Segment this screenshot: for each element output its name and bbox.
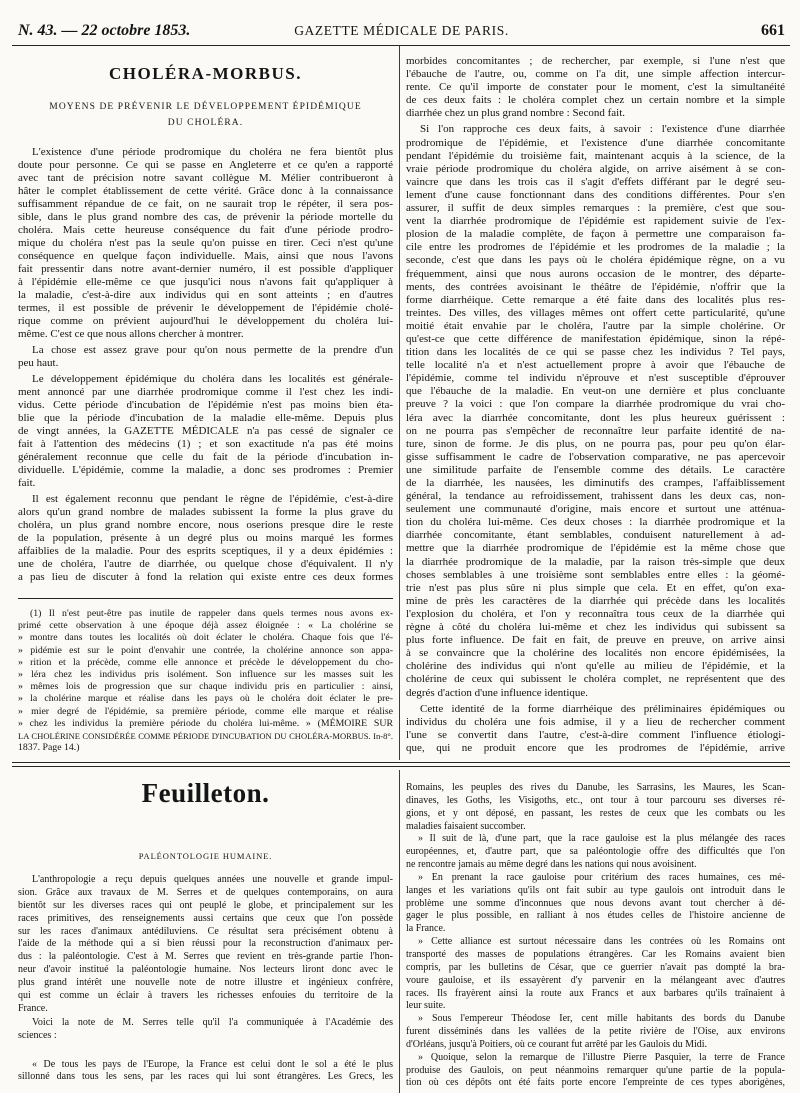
- text-line: Romains, les peuples des rives du Danube, les Sarrasins, les Maures, les Scan-: [406, 782, 785, 793]
- text-line: (1) Il n'est peut-être pas inutile de rappeler dans quels termes nous avons ex-: [30, 608, 393, 619]
- text-line: voure gauloise, et ils essayèrent d'y parvenir en la mélangeant avec d'autres: [406, 974, 785, 986]
- feuilleton-paragraph: [406, 1052, 785, 1091]
- text-line: France.: [18, 1002, 48, 1014]
- feuilleton-paragraph: [406, 782, 785, 833]
- text-line: 1837. Page 14.): [18, 742, 80, 754]
- text-line: Il est également reconnu que pendant le règne de l'épidémie, c'est-à-dire: [32, 493, 393, 505]
- column-divider: [399, 46, 400, 760]
- text-line: rente. Ce qu'il importe de constater pour le moment, c'est la simultanéité: [406, 81, 785, 94]
- feuilleton-paragraph: [406, 872, 785, 936]
- article-subtitle-line: MOYENS DE PRÉVENIR LE DÉVELOPPEMENT ÉPIDÉMIQUE: [49, 102, 362, 112]
- text-line: cile entre les prodromes de l'épidémie et les prodromes de la maladie ; la: [406, 241, 785, 254]
- text-line: sion. Grâce aux travaux de M. Serres et de quelques contemporains, on aura: [18, 886, 393, 898]
- article-paragraph: [406, 703, 785, 755]
- text-line: qui est comme un éclair à travers les richesses enfouies du territoire de la: [18, 990, 393, 1002]
- text-line: que l'ébauche de la maladie. En veut-on une dernière et plus concluante: [406, 385, 785, 398]
- text-line: suffisamment répandue de ce fait, on ne saurait trop le répéter, il sera pos-: [18, 198, 393, 210]
- text-line: forme diarrhéique. Cette remarque a été faite dans des localités plus res-: [406, 293, 785, 306]
- text-line: plus forte influence. De fait en fait, de preuve en preuve, on arrive ainsi: [406, 634, 785, 647]
- text-line: » mêmes lois de progression que sur chaque individu pris en particulier : ainsi,: [18, 681, 393, 693]
- footnote-paragraph: [18, 608, 393, 754]
- text-line: prodromique de l'épidémie, et l'existence d'une diarrhée concomitante: [406, 136, 785, 149]
- text-line: choses semblables à une troisième sont semblables entre elles : la géomé-: [406, 568, 785, 581]
- text-line: d'Orléans, jusqu'à Poitiers, où ce courant fut arrêté par les Gaulois du Midi.: [406, 1038, 708, 1050]
- feuilleton-column-left: [18, 874, 393, 1084]
- text-line: affaiblies de la maladie. Pour des esprits sceptiques, il y a deux épidémies :: [18, 545, 393, 557]
- text-line: fait à l'attention des médecins (1) ; et son exactitude n'a pas été moins: [18, 438, 393, 450]
- text-line: général, la tendance au refroidissement, trahissent dans les deux cas, non-: [406, 490, 785, 503]
- text-line: » montre dans toutes les localités où doit éclater le choléra. Chaque fois que l'é-: [18, 632, 393, 644]
- text-line: une similitude parfaite de l'ensemble comme des détails. Le caractère: [406, 463, 785, 476]
- article-paragraph: [406, 123, 785, 699]
- text-line: ture, sinon de forme. Je dis plus, on ne pourra pas, pour peu qu'on élar-: [406, 437, 785, 450]
- text-line: la maladie, c'est-à-dire aux individus qui en sont atteints ; en d'autres: [18, 289, 393, 301]
- text-line: a pas lieu de discuter à fond la relation qui existe entre ces deux formes: [18, 571, 393, 583]
- text-line: sciences :: [18, 1029, 57, 1041]
- text-line: produise des Gaulois, on peut néanmoins remarquer qu'une partie de la popula-: [406, 1064, 785, 1076]
- article-column-right: [406, 55, 785, 755]
- text-line: problème une somme d'inconnues que nous devons avant tout chercher à dé-: [406, 897, 785, 909]
- text-line: L'existence d'une période prodromique du choléra ne fera bientôt plus: [32, 146, 393, 158]
- text-line: fait pressentir dans notre avant-dernier numéro, il est possible d'appliquer: [18, 263, 393, 275]
- text-line: lement d'une cause fonctionnant dans des conditions différentes. Pour s'en: [406, 188, 785, 201]
- text-line: diarrhée concomitante, étant semblables, conduisent naturellement à ad-: [406, 529, 785, 542]
- text-line: tition dans les localités de ce qui se passe chez les individus ? Tel pays,: [406, 346, 785, 359]
- feuilleton-paragraph: [406, 1013, 785, 1052]
- text-line: sur les races d'animaux antédiluviens. Ce résultat sera précisément obtenu à: [18, 925, 393, 937]
- text-line: » rition et la précède, comme elle annonce et précède le développement du cho-: [18, 656, 393, 668]
- text-line: seconde, c'est que dans les pays où le choléra épidémique règne, on a vu: [406, 254, 785, 267]
- text-line: plosion de la maladie complète, de façon à permettre une comparaison fa-: [406, 228, 785, 241]
- text-line: vaincre que dans les trois cas il s'agit d'effets différant par le degré seu-: [406, 175, 785, 188]
- text-line: neur d'avoir institué la paléontologie humaine. Nos lecteurs liront donc avec le: [18, 964, 393, 976]
- footnote-rule: [18, 598, 393, 599]
- text-line: règne à côté du choléra lui-même et chez les individus qui subissent sa: [406, 621, 785, 634]
- text-line: l'épidémie, comme tel individu n'éprouve et n'est susceptible d'éprouver: [406, 372, 785, 385]
- text-line: une de choléra, l'autre de diarrhée, ou quelque chose d'équivalent. Il n'y: [18, 558, 393, 570]
- text-line: ment annoncé par une diarrhée prodromique comme il l'est chez les indi-: [18, 386, 393, 398]
- text-line: de vingt années, la GAZETTE MÉDICALE n'a pas cessé de signaler ce: [18, 425, 393, 437]
- column-divider: [399, 770, 400, 1093]
- text-line: la diarrhée prodromique de la maladie, par la raison très-simple que deux: [406, 555, 785, 568]
- text-line: choléra, un plus grand nombre encore, nous oserions presque dire le reste: [18, 519, 393, 531]
- text-line: léra avec la diarrhée concomitante, dont les plus heureux guérissent :: [406, 411, 785, 424]
- text-line: mique du choléra n'est pas la seule qu'on puisse en tirer. Ceci n'est qu'une: [18, 237, 393, 249]
- text-line: morbides concomitantes ; de rechercher, par exemple, si l'une n'est que: [406, 55, 785, 67]
- text-line: LA CHOLÉRINE CONSIDÉRÉE COMME PÉRIODE D'INCUBATION DU CHOLÉRA-MORBUS. In-8°.: [18, 730, 393, 741]
- text-line: races. Ils frayèrent ainsi la route aux Francs et aux barbares qu'ils traînaient à: [406, 987, 785, 999]
- text-line: rique comme on prévient aujourd'hui le développement du choléra lui-: [18, 315, 393, 327]
- text-line: La chose est assez grave pour qu'on nous permette de la prendre d'un: [32, 344, 393, 356]
- feuilleton-paragraph: [18, 1059, 393, 1085]
- text-line: tion du choléra lui-même. Ces deux choses : la diarrhée prodromique et la: [406, 516, 785, 529]
- feuilleton-paragraph: [406, 833, 785, 872]
- section-double-rule: [12, 762, 790, 763]
- text-line: fait.: [18, 477, 36, 489]
- text-line: que, qui ne produit encore que les prodromes de l'épidémie, arrive: [406, 741, 785, 754]
- text-line: seulement une communauté d'origine, mais encore et surtout une atténua-: [406, 503, 785, 516]
- section-double-rule: [12, 766, 790, 767]
- text-line: ne rencontre jamais au même degré dans les nations qui nous avoisinent.: [406, 859, 697, 871]
- text-line: on ne pourra pas s'empêcher de reconnaître leur parfaite identité de na-: [406, 424, 785, 437]
- text-line: » la cholérine marque et réalise dans les pays où le choléra doit éclater le pre-: [18, 693, 393, 705]
- text-line: Si l'on rapproche ces deux faits, à savoir : l'existence d'une diarrhée: [420, 123, 785, 136]
- text-line: l'une se convertit dans l'autre, c'est-à-dire comment l'influence étiologi-: [406, 728, 785, 741]
- text-line: cholérine des individus qui n'ont qu'elle au milieu de l'épidémie, et la: [406, 660, 785, 673]
- text-line: choléra. Mais cette heureuse conséquence du fait d'une période prodro-: [18, 224, 393, 236]
- text-line: treintes. Des villes, des villages mêmes ont offert cette particularité, qu'une: [406, 306, 785, 319]
- feuilleton-column-right: [406, 782, 785, 1090]
- text-line: langes et les variations qu'ils ont fait subir au type gaulois ont introduit dans le: [406, 884, 785, 896]
- text-line: mettre que la diarrhée prodromique de l'épidémie est la même chose que: [406, 542, 785, 555]
- text-line: l'explosion du choléra, et l'on y reconnaîtra tous ceux de la diarrhée qui: [406, 607, 785, 620]
- text-line: gions, et y ont déposé, en passant, les restes de ceux que les combats ou les: [406, 807, 785, 819]
- text-line: gager le plus possible, en ralliant à nos études celles de l'histoire ancienne de: [406, 910, 785, 922]
- text-line: qu'est-ce que cette différence de manifestation épidémique, sinon la répé-: [406, 332, 785, 345]
- text-line: moitié était envahie par le choléra, l'autre par la simple cholérine. Or: [406, 319, 785, 332]
- text-line: » pidémie est sur le point d'envahir une contrée, la cholérine annonce son appa-: [18, 644, 393, 656]
- text-line: pendant l'épidémie du troisième fait, maintenant acquis à la science, de la: [406, 149, 785, 162]
- text-line: » mier degré de l'épidémie, sa première période, comme elle marque et réalise: [18, 705, 393, 717]
- text-line: » En prenant la race gauloise pour critérium des races humaines, ces mé-: [418, 871, 785, 883]
- article-subtitle-line: DU CHOLÉRA.: [167, 118, 244, 128]
- text-line: fréquemment, ainsi que nous aurons occasion de le montrer, des départe-: [406, 267, 785, 280]
- text-line: de la population, présente à un degré plus ou moins marqué les formes: [18, 532, 393, 544]
- text-line: hâter le complet établissement de cette vérité. Grâce donc à la connaissance: [18, 185, 393, 197]
- text-line: vidus. Cette période d'incubation de l'épidémie n'est pas moins bien éta-: [18, 399, 393, 411]
- text-line: mine de près les caractères de la diarrhée qui précède dans les localités: [406, 594, 785, 607]
- article-paragraph: [18, 146, 393, 341]
- text-line: telle localité n'a et n'est actuellement propre à avoir que l'ébauche de: [406, 359, 785, 372]
- text-line: l'aide de la méthode qui a si bien réussi pour la reconstruction d'animaux per-: [18, 938, 393, 950]
- text-line: peu haut.: [18, 357, 59, 369]
- text-line: cholérine de ceux qui subissent le choléra complet, ne représentent que des: [406, 673, 785, 686]
- text-line: tion où ces dépôts ont été faits porte encore l'empreinte de ces types aborigènes,: [406, 1077, 785, 1089]
- text-line: de ces deux faits : le choléra complet chez un certain nombre et la simple: [406, 94, 785, 107]
- article-paragraph: [406, 55, 785, 120]
- text-line: races primitives, des renseignements aussi certains que ceux que l'on possède: [18, 912, 393, 924]
- text-line: ments, des contrées avoisinant le théâtre de l'épidémie, n'offrir que la: [406, 280, 785, 293]
- text-line: » chez les individus la première période du choléra lui-même. » (MÉMOIRE SUR: [18, 717, 393, 729]
- text-line: furent disséminés dans les vallées de la petite rivière de l'Oise, aux environs: [406, 1026, 785, 1038]
- text-line: gisse suffisamment le cadre de l'observation comparative, ne pas apercevoir: [406, 450, 785, 463]
- text-line: » léra chez les individus pris isolément. Son influence sur les masses suit les: [18, 668, 393, 680]
- text-line: bientôt sur les diverses races qui ont peuplé le globe, et principalement sur les: [18, 899, 393, 911]
- page-number: 661: [761, 22, 785, 39]
- text-line: vraie période prodromique du choléra algide, on arrive aisément à se con-: [406, 162, 785, 175]
- text-line: conséquence en quelque façon individuelle. Mais, ainsi que nous l'avons: [18, 250, 393, 262]
- text-line: de la diarrhée, les nausées, les diminutifs des crampes, l'affaiblissement: [406, 477, 785, 489]
- text-line: primé cette observation à une époque déjà assez éloignée : « La cholérine se: [18, 620, 393, 632]
- text-line: trie n'est pas plus sûre ni plus simple que cela. Et en effet, qu'on exa-: [406, 581, 785, 594]
- feuilleton-paragraph: [18, 1017, 393, 1043]
- text-line: « De tous les pays de l'Europe, la France est celui dont le sol a été le plus: [32, 1058, 393, 1070]
- text-line: termes, il est possible de prévenir le développement de l'épidémie cholé-: [18, 302, 393, 314]
- text-line: individus du choléra une fois admise, il y a lieu de rechercher comment: [406, 715, 785, 728]
- text-line: L'anthropologie a reçu depuis quelques années une nouvelle et grande impul-: [32, 874, 393, 885]
- text-line: dinaves, les Goths, les Visigoths, etc., ont tour à tour parcouru ses diverses ré-: [406, 794, 785, 806]
- article-column-left: [18, 146, 393, 584]
- text-line: dus : la paléontologie. C'est à M. Serres que revient en très-grande partie l'hon-: [18, 951, 393, 963]
- text-line: même. C'est ce que nous allons chercher à montrer.: [18, 328, 244, 340]
- text-line: leur suite.: [406, 1000, 446, 1012]
- text-line: sillonné dans tous les sens, par les races qui lui sont étrangères. Les Grecs, les: [18, 1071, 393, 1083]
- text-line: maladies faisaient succomber.: [406, 820, 526, 832]
- issue-date: N. 43. — 22 octobre 1853.: [18, 22, 191, 39]
- text-line: européennes, et, d'autre part, que sa paléontologie offre des difficultés que l'on: [406, 846, 785, 858]
- text-line: vent la diarrhée prodromique de l'épidémie est rapidement suivie de l'ex-: [406, 215, 785, 228]
- article-subtitle: [18, 99, 393, 131]
- page-header: [18, 22, 785, 42]
- article-paragraph: [18, 344, 393, 370]
- text-line: » Cette alliance est surtout nécessaire dans les contrées où les Romains ont: [418, 936, 785, 948]
- article-paragraph: [18, 493, 393, 584]
- text-line: transporté des masses de populations étrangères. Car les Romains avaient bien: [406, 948, 785, 960]
- text-line: généralement reconnue que celle du fait de la période d'incubation in-: [18, 451, 393, 463]
- journal-title: GAZETTE MÉDICALE DE PARIS.: [294, 23, 509, 38]
- text-line: à se convaincre que la cholérine des localités non encore épidémisées, la: [406, 647, 785, 660]
- footnote: [18, 608, 393, 754]
- text-line: plus grand intérêt une nouvelle note de notre illustre et ingénieux confrère,: [18, 977, 393, 989]
- feuilleton-heading: Feuilleton.: [141, 778, 270, 808]
- article-paragraph: [18, 373, 393, 490]
- text-line: dividuelle. L'épidémie, comme la maladie, a donc ses prodromes : Premier: [18, 464, 393, 476]
- text-line: Voici la note de M. Serres telle qu'il l'a communiquée à l'Académie des: [32, 1016, 393, 1028]
- text-line: la France.: [406, 923, 446, 935]
- text-line: compris, par les bulletins de César, que ce guerrier n'avait pas dompté la bra-: [406, 961, 785, 973]
- feuilleton-paragraph: [406, 936, 785, 1013]
- text-line: alors qu'un grand nombre de malades subissent la forme la plus grave du: [18, 506, 393, 518]
- text-line: assurer, il suffit de deux simples remarques : la première, c'est que sou-: [406, 202, 785, 215]
- text-line: » Sous l'empereur Théodose Ier, cent mille habitants des bords du Danube: [418, 1013, 785, 1025]
- text-line: degrés d'action d'une influence identique.: [406, 686, 589, 699]
- text-line: l'ébauche de l'autre, ou, comme on l'a dit, une simple affection intercur-: [406, 68, 785, 81]
- text-line: » Il suit de là, d'une part, que la race gauloise est la plus mélangée des races: [418, 833, 785, 845]
- text-line: doute pour personne. Ce qui se passe en Angleterre et ce qu'en a rapporté: [18, 159, 393, 171]
- text-line: » Quoique, selon la remarque de l'illustre Pierre Pasquier, la terre de France: [418, 1051, 785, 1063]
- text-line: preuve ? la voici : que l'on compare la diarrhée prodromique du vrai cho-: [406, 398, 785, 411]
- text-line: avec tant de précision notre savant collègue M. Mélier contribueront à: [18, 172, 393, 184]
- text-line: à l'épidémie elle-même ce que jusqu'ici nous n'avons fait qu'appliquer à: [18, 276, 393, 288]
- header-rule: [12, 45, 790, 46]
- text-line: sible, dans le plus grand nombre des cas, de prévenir la période mortelle du: [18, 211, 393, 223]
- text-line: Cette identité de la forme diarrhéique des préliminaires épidémiques ou: [420, 702, 785, 715]
- feuilleton-title: PALÉONTOLOGIE HUMAINE.: [138, 851, 273, 861]
- feuilleton-paragraph: [18, 874, 393, 1016]
- text-line: Le développement épidémique du choléra dans les localités est générale-: [32, 373, 393, 385]
- text-line: blie que la période d'incubation de la maladie elle-même. Depuis plus: [18, 412, 393, 424]
- text-line: diarrhée chez un plus grand nombre : Second fait.: [406, 107, 626, 120]
- article-title: CHOLÉRA-MORBUS.: [109, 64, 302, 83]
